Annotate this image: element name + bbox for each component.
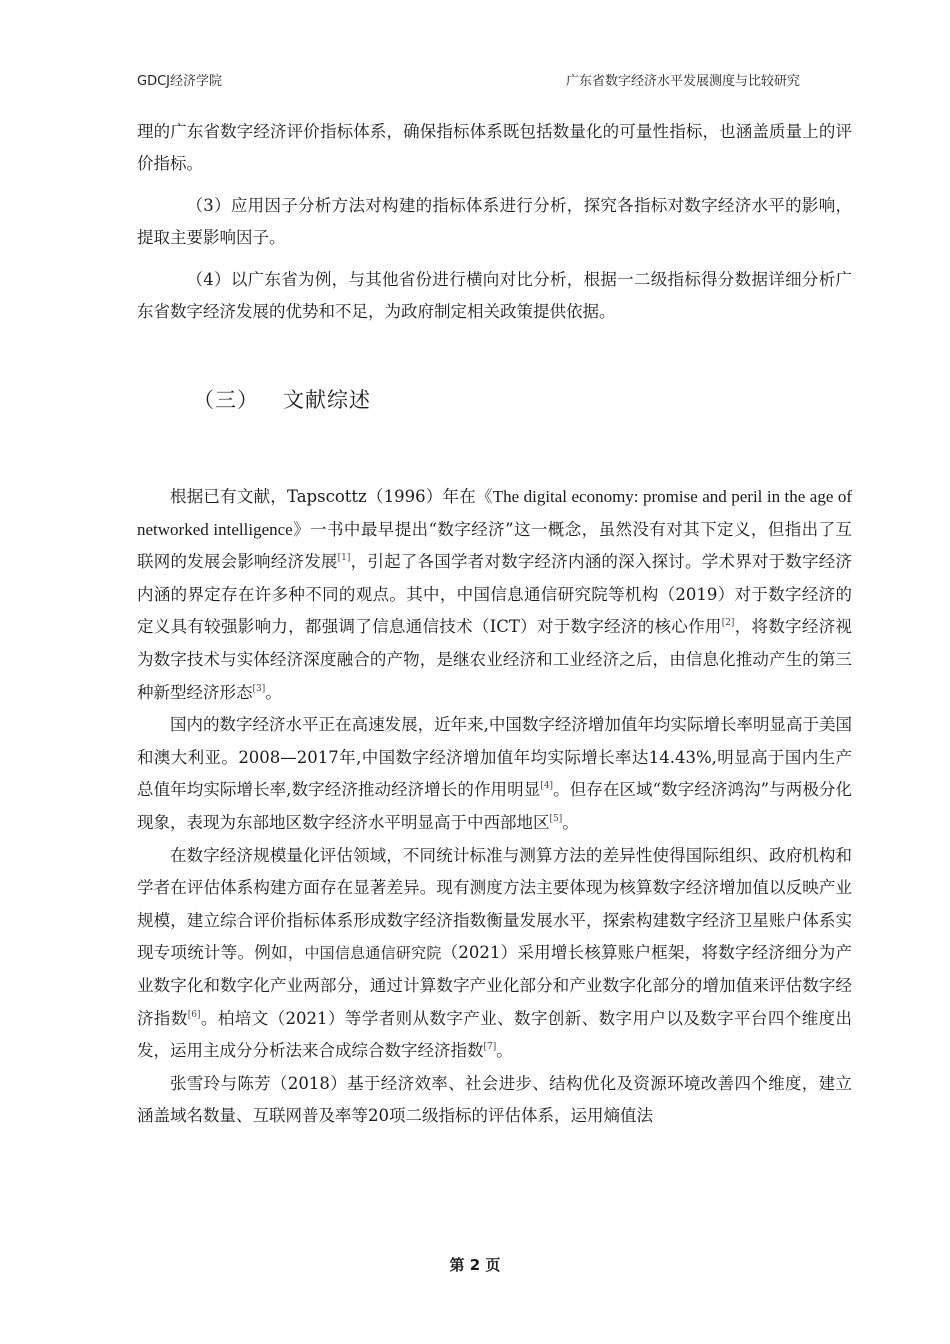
text-run: 。但存在区域“数字经济鸿沟”与两极分化现象，表现为东部地区数字经济水平明显高于中西部地区: [137, 780, 852, 832]
citation-ref-3: [3]: [252, 683, 266, 694]
text-run: 。: [265, 682, 282, 702]
text-run: （2021）采用增长核算账户框架，将数字经济细分为产业数字化和数字化产业两部分，通过计算数字产业化部分和产业数字化部分的增加值来评估数字经济指数: [137, 943, 852, 1028]
citation-ref-6: [6]: [187, 1009, 201, 1020]
header-right: 广东省数字经济水平发展测度与比较研究: [565, 74, 800, 89]
header-left: GDCJ经济学院: [137, 74, 222, 89]
intro-paragraph-3: （4）以广东省为例，与其他省份进行横向对比分析，根据一二级指标得分数据详细分析广东省数字经济发展的优势和不足，为政府制定相关政策提供依据。: [137, 270, 852, 321]
literature-paragraph-3: [137, 840, 852, 1068]
citation-ref-1: [1]: [337, 553, 351, 564]
section-number: （三）: [193, 388, 259, 412]
section-heading: [193, 384, 371, 414]
text-run: 。: [496, 1041, 513, 1061]
text-run: ，引起了各国学者对数字经济内涵的深入探讨。学术界对于数字经济内涵的界定存在许多种不同的观点。其中，中国信息通信研究院等机构（2019）对于数字经济的定义具有较强影响力，都强调了信息通信技术（ICT）对于数字经济的核心作用: [137, 552, 853, 637]
text-run: 。柏培文（2021）等学者则从数字产业、数字创新、数字用户以及数字平台四个维度出发，运用主成分分析法来合成综合数字经济指数: [137, 1008, 853, 1061]
literature-paragraph-2: [137, 709, 852, 839]
text-run: 中国信息通信研究院: [304, 944, 442, 963]
citation-ref-2: [2]: [721, 618, 735, 629]
book-title: The digital economy: promise and peril in the age of networked intelligence: [137, 487, 852, 539]
page-number: 第 2 页: [449, 1256, 501, 1274]
text-run: 张雪玲与陈芳（2018）基于经济效率、社会进步、结构优化及资源环境改善四个维度，建立涵盖域名数量、互联网普及率等20项二级指标的评估体系，运用熵值法: [137, 1073, 852, 1126]
literature-paragraph-4: [137, 1068, 852, 1133]
literature-paragraph-1: [137, 481, 852, 709]
citation-ref-4: [4]: [540, 781, 554, 792]
text-run: ，将数字经济视为数字技术与实体经济深度融合的产物，是继农业经济和工业经济之后，由信息化推动产生的第三种新型经济形态: [137, 617, 853, 702]
text-run: 在数字经济规模量化评估领域，不同统计标准与测算方法的差异性使得国际组织、政府机构和学者在评估体系构建方面存在显著差异。现有测度方法主要体现为核算数字经济增加值以反映产业规模，建立综合评价指标体系形成数字经济指数衡量发展水平，探索构建数字经济卫星账户体系实现专项统计等。例如，: [137, 845, 852, 963]
citation-ref-7: [7]: [483, 1042, 497, 1053]
text-run: 根据已有文献，Tapscottz（1996）年在《: [170, 487, 493, 506]
text-run: 》一书中最早提出“数字经济”这一概念，虽然没有对其下定义，但指出了互联网的发展会影响经济发展: [137, 519, 852, 572]
section-title: 文献综述: [283, 388, 371, 412]
text-run: 。: [562, 812, 579, 832]
text-run: 国内的数字经济水平正在高速发展，近年来,中国数字经济增加值年均实际增长率明显高于美国和澳大利亚。2008—2017年,中国数字经济增加值年均实际增长率达14.43%,明显高于国内生产总值年均实际增长率,数字经济推动经济增长的作用明显: [137, 715, 852, 800]
intro-paragraph-1: 理的广东省数字经济评价指标体系，确保指标体系既包括数量化的可量性指标，也涵盖质量上的评价指标。: [137, 122, 852, 173]
intro-paragraph-2: （3）应用因子分析方法对构建的指标体系进行分析，探究各指标对数字经济水平的影响，提取主要影响因子。: [137, 196, 852, 247]
literature-review: [137, 481, 852, 1133]
citation-ref-5: [5]: [549, 813, 563, 824]
